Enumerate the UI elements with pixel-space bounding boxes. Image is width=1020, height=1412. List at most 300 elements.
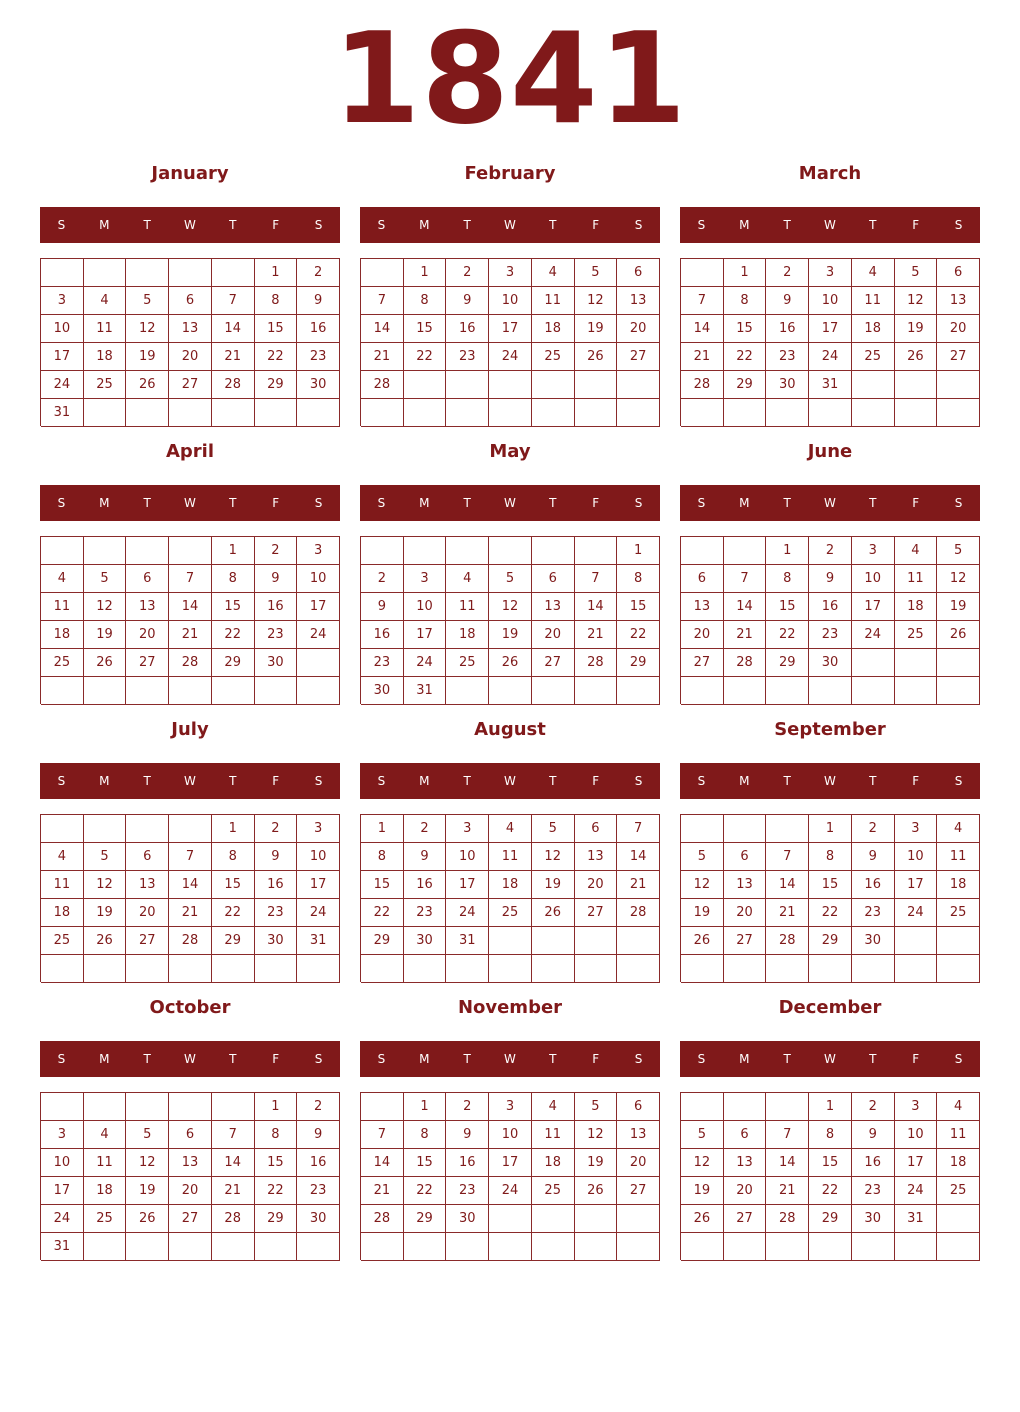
months-grid [40, 158, 980, 1260]
day-cell: 6 [126, 565, 169, 593]
day-cell: 3 [446, 815, 489, 843]
day-cell: 6 [724, 1121, 767, 1149]
empty-day-cell [297, 677, 340, 705]
weekday-header-row [680, 207, 980, 243]
day-cell: 26 [937, 621, 980, 649]
day-cell: 4 [84, 287, 127, 315]
empty-day-cell [84, 1093, 127, 1121]
day-cell: 8 [809, 1121, 852, 1149]
day-cell: 1 [404, 1093, 447, 1121]
day-cell: 19 [681, 899, 724, 927]
day-cell: 6 [681, 565, 724, 593]
day-cell: 13 [617, 287, 660, 315]
day-cell: 19 [895, 315, 938, 343]
day-cell: 3 [852, 537, 895, 565]
empty-day-cell [489, 399, 532, 427]
weekday-label: S [697, 496, 706, 510]
day-cell: 24 [41, 1205, 84, 1233]
day-cell: 14 [724, 593, 767, 621]
day-cell: 29 [212, 649, 255, 677]
day-cell: 9 [852, 1121, 895, 1149]
day-cell: 1 [809, 1093, 852, 1121]
day-cell: 4 [489, 815, 532, 843]
day-cell: 10 [297, 843, 340, 871]
day-cell: 2 [297, 1093, 340, 1121]
day-cell: 12 [126, 315, 169, 343]
empty-day-cell [895, 399, 938, 427]
day-cell: 9 [809, 565, 852, 593]
empty-day-cell [297, 649, 340, 677]
day-cell: 6 [617, 259, 660, 287]
weekday-label: M [99, 1052, 110, 1066]
day-cell: 4 [852, 259, 895, 287]
day-cell: 12 [532, 843, 575, 871]
weekday-header-row [680, 763, 980, 799]
day-cell: 8 [361, 843, 404, 871]
day-cell: 31 [297, 927, 340, 955]
day-cell: 21 [361, 343, 404, 371]
day-cell: 30 [404, 927, 447, 955]
day-cell: 31 [41, 1233, 84, 1261]
weekday-label: F [912, 496, 920, 510]
day-cell: 11 [41, 593, 84, 621]
day-cell: 22 [361, 899, 404, 927]
day-cell: 5 [575, 1093, 618, 1121]
day-cell: 10 [489, 287, 532, 315]
empty-day-cell [617, 1205, 660, 1233]
day-cell: 14 [575, 593, 618, 621]
day-cell: 17 [895, 871, 938, 899]
weekday-label: S [314, 496, 323, 510]
empty-day-cell [681, 1233, 724, 1261]
day-cell: 29 [766, 649, 809, 677]
day-cell: 4 [895, 537, 938, 565]
day-cell: 29 [724, 371, 767, 399]
day-cell: 23 [297, 1177, 340, 1205]
day-cell: 18 [41, 899, 84, 927]
weekday-label: S [634, 774, 643, 788]
day-cell: 10 [895, 1121, 938, 1149]
day-cell: 3 [297, 537, 340, 565]
empty-day-cell [361, 259, 404, 287]
day-cell: 25 [937, 899, 980, 927]
day-cell: 15 [404, 315, 447, 343]
day-cell: 13 [724, 1149, 767, 1177]
day-cell: 19 [126, 343, 169, 371]
day-cell: 28 [361, 371, 404, 399]
day-cell: 3 [297, 815, 340, 843]
day-cell: 22 [766, 621, 809, 649]
empty-day-cell [212, 677, 255, 705]
weekday-label: S [57, 774, 66, 788]
day-grid [680, 258, 980, 426]
day-cell: 21 [766, 899, 809, 927]
empty-day-cell [404, 399, 447, 427]
day-cell: 18 [852, 315, 895, 343]
empty-day-cell [532, 1233, 575, 1261]
day-cell: 11 [41, 871, 84, 899]
day-cell: 29 [212, 927, 255, 955]
day-cell: 20 [126, 899, 169, 927]
day-cell: 13 [617, 1121, 660, 1149]
empty-day-cell [724, 537, 767, 565]
day-cell: 4 [84, 1121, 127, 1149]
empty-day-cell [126, 399, 169, 427]
day-cell: 2 [297, 259, 340, 287]
day-cell: 11 [937, 1121, 980, 1149]
weekday-label: M [99, 218, 110, 232]
weekday-header-row [40, 763, 340, 799]
weekday-label: W [504, 218, 516, 232]
empty-day-cell [404, 537, 447, 565]
day-cell: 7 [212, 287, 255, 315]
day-cell: 14 [169, 871, 212, 899]
day-cell: 24 [489, 1177, 532, 1205]
day-cell: 29 [617, 649, 660, 677]
day-cell: 12 [895, 287, 938, 315]
day-cell: 22 [404, 1177, 447, 1205]
day-cell: 20 [724, 899, 767, 927]
empty-day-cell [617, 399, 660, 427]
day-cell: 11 [84, 1149, 127, 1177]
day-cell: 25 [84, 371, 127, 399]
day-cell: 15 [724, 315, 767, 343]
month-september [680, 714, 980, 982]
day-cell: 12 [489, 593, 532, 621]
day-cell: 19 [126, 1177, 169, 1205]
empty-day-cell [575, 1205, 618, 1233]
weekday-label: T [783, 774, 791, 788]
day-cell: 25 [446, 649, 489, 677]
weekday-header-row [360, 485, 660, 521]
empty-day-cell [489, 955, 532, 983]
day-cell: 3 [895, 1093, 938, 1121]
empty-day-cell [212, 1233, 255, 1261]
empty-day-cell [681, 259, 724, 287]
day-cell: 11 [446, 593, 489, 621]
weekday-header-row [40, 485, 340, 521]
day-cell: 24 [297, 899, 340, 927]
day-cell: 11 [895, 565, 938, 593]
month-july [40, 714, 340, 982]
day-cell: 6 [126, 843, 169, 871]
day-cell: 27 [126, 649, 169, 677]
day-grid [680, 814, 980, 982]
day-cell: 23 [297, 343, 340, 371]
day-cell: 25 [41, 927, 84, 955]
day-cell: 27 [724, 927, 767, 955]
day-cell: 26 [489, 649, 532, 677]
day-cell: 30 [852, 1205, 895, 1233]
day-cell: 25 [532, 1177, 575, 1205]
day-cell: 28 [766, 1205, 809, 1233]
day-cell: 2 [766, 259, 809, 287]
day-cell: 26 [84, 927, 127, 955]
empty-day-cell [169, 677, 212, 705]
day-cell: 20 [169, 343, 212, 371]
day-cell: 17 [404, 621, 447, 649]
day-cell: 24 [895, 1177, 938, 1205]
day-cell: 9 [297, 287, 340, 315]
weekday-header-row [680, 1041, 980, 1077]
day-cell: 2 [852, 815, 895, 843]
day-cell: 30 [766, 371, 809, 399]
empty-day-cell [126, 259, 169, 287]
day-cell: 2 [809, 537, 852, 565]
day-cell: 25 [41, 649, 84, 677]
day-cell: 8 [766, 565, 809, 593]
empty-day-cell [169, 1093, 212, 1121]
day-cell: 12 [84, 593, 127, 621]
empty-day-cell [575, 399, 618, 427]
empty-day-cell [575, 927, 618, 955]
day-cell: 14 [681, 315, 724, 343]
day-cell: 4 [446, 565, 489, 593]
empty-day-cell [84, 1233, 127, 1261]
day-cell: 24 [489, 343, 532, 371]
empty-day-cell [169, 259, 212, 287]
day-cell: 27 [617, 343, 660, 371]
weekday-label: S [634, 218, 643, 232]
day-cell: 28 [766, 927, 809, 955]
day-cell: 16 [255, 871, 298, 899]
empty-day-cell [255, 399, 298, 427]
weekday-label: F [912, 218, 920, 232]
day-cell: 9 [255, 843, 298, 871]
empty-day-cell [852, 399, 895, 427]
day-cell: 29 [255, 371, 298, 399]
day-cell: 2 [852, 1093, 895, 1121]
day-cell: 13 [126, 593, 169, 621]
day-cell: 9 [446, 1121, 489, 1149]
day-cell: 15 [766, 593, 809, 621]
weekday-label: T [549, 218, 557, 232]
day-cell: 31 [446, 927, 489, 955]
day-cell: 28 [724, 649, 767, 677]
day-cell: 15 [404, 1149, 447, 1177]
day-cell: 23 [255, 621, 298, 649]
day-cell: 15 [809, 1149, 852, 1177]
empty-day-cell [766, 1093, 809, 1121]
weekday-label: T [549, 496, 557, 510]
month-april [40, 436, 340, 704]
day-cell: 25 [84, 1205, 127, 1233]
day-cell: 8 [255, 287, 298, 315]
empty-day-cell [169, 955, 212, 983]
day-cell: 19 [84, 621, 127, 649]
weekday-label: F [592, 774, 600, 788]
day-cell: 7 [169, 843, 212, 871]
empty-day-cell [255, 1233, 298, 1261]
day-cell: 21 [681, 343, 724, 371]
empty-day-cell [681, 815, 724, 843]
day-grid [40, 1092, 340, 1260]
weekday-label: W [504, 774, 516, 788]
day-cell: 18 [532, 1149, 575, 1177]
weekday-header-row [360, 207, 660, 243]
day-cell: 14 [766, 1149, 809, 1177]
empty-day-cell [41, 537, 84, 565]
day-cell: 9 [297, 1121, 340, 1149]
day-cell: 17 [446, 871, 489, 899]
empty-day-cell [937, 955, 980, 983]
empty-day-cell [809, 1233, 852, 1261]
day-cell: 3 [489, 259, 532, 287]
weekday-label: S [697, 218, 706, 232]
day-cell: 6 [617, 1093, 660, 1121]
empty-day-cell [361, 537, 404, 565]
day-cell: 12 [84, 871, 127, 899]
day-cell: 5 [681, 1121, 724, 1149]
day-cell: 1 [809, 815, 852, 843]
day-cell: 1 [212, 815, 255, 843]
empty-day-cell [532, 371, 575, 399]
empty-day-cell [255, 677, 298, 705]
empty-day-cell [255, 955, 298, 983]
day-cell: 20 [681, 621, 724, 649]
empty-day-cell [617, 371, 660, 399]
day-cell: 1 [617, 537, 660, 565]
weekday-label: W [184, 496, 196, 510]
empty-day-cell [724, 399, 767, 427]
empty-day-cell [212, 259, 255, 287]
weekday-label: T [143, 496, 151, 510]
day-cell: 6 [724, 843, 767, 871]
empty-day-cell [895, 955, 938, 983]
empty-day-cell [809, 955, 852, 983]
day-cell: 6 [169, 1121, 212, 1149]
day-cell: 8 [212, 565, 255, 593]
day-cell: 24 [852, 621, 895, 649]
weekday-label: F [272, 496, 280, 510]
day-cell: 23 [809, 621, 852, 649]
weekday-label: M [99, 496, 110, 510]
day-cell: 24 [895, 899, 938, 927]
empty-day-cell [532, 955, 575, 983]
day-cell: 17 [489, 315, 532, 343]
day-cell: 14 [169, 593, 212, 621]
day-cell: 27 [617, 1177, 660, 1205]
day-cell: 29 [809, 1205, 852, 1233]
weekday-label: T [229, 1052, 237, 1066]
weekday-label: F [592, 1052, 600, 1066]
day-cell: 18 [895, 593, 938, 621]
day-cell: 15 [212, 593, 255, 621]
empty-day-cell [489, 677, 532, 705]
empty-day-cell [532, 1205, 575, 1233]
empty-day-cell [895, 649, 938, 677]
empty-day-cell [937, 677, 980, 705]
day-cell: 26 [575, 1177, 618, 1205]
weekday-label: S [634, 1052, 643, 1066]
day-cell: 6 [532, 565, 575, 593]
weekday-label: W [184, 774, 196, 788]
month-august [360, 714, 660, 982]
weekday-label: S [57, 218, 66, 232]
day-cell: 22 [809, 899, 852, 927]
weekday-label: T [229, 496, 237, 510]
day-cell: 17 [852, 593, 895, 621]
day-grid [680, 536, 980, 704]
month-name: March [798, 163, 862, 184]
day-cell: 19 [84, 899, 127, 927]
day-cell: 27 [575, 899, 618, 927]
empty-day-cell [361, 399, 404, 427]
day-cell: 1 [766, 537, 809, 565]
weekday-label: F [592, 218, 600, 232]
day-cell: 8 [255, 1121, 298, 1149]
empty-day-cell [895, 677, 938, 705]
weekday-label: S [697, 774, 706, 788]
empty-day-cell [446, 537, 489, 565]
weekday-label: F [592, 496, 600, 510]
day-cell: 19 [575, 315, 618, 343]
day-cell: 20 [532, 621, 575, 649]
day-cell: 15 [255, 1149, 298, 1177]
day-cell: 14 [617, 843, 660, 871]
weekday-label: W [824, 218, 836, 232]
weekday-header-row [680, 485, 980, 521]
weekday-label: S [954, 218, 963, 232]
day-cell: 21 [169, 899, 212, 927]
day-cell: 21 [361, 1177, 404, 1205]
empty-day-cell [809, 677, 852, 705]
empty-day-cell [724, 1233, 767, 1261]
weekday-label: S [314, 1052, 323, 1066]
empty-day-cell [809, 399, 852, 427]
day-cell: 15 [212, 871, 255, 899]
day-cell: 7 [766, 1121, 809, 1149]
day-cell: 7 [169, 565, 212, 593]
day-cell: 2 [404, 815, 447, 843]
day-cell: 17 [297, 871, 340, 899]
weekday-label: S [697, 1052, 706, 1066]
day-cell: 27 [724, 1205, 767, 1233]
day-cell: 22 [212, 899, 255, 927]
weekday-label: T [869, 496, 877, 510]
day-cell: 4 [937, 1093, 980, 1121]
empty-day-cell [446, 371, 489, 399]
day-cell: 3 [809, 259, 852, 287]
day-cell: 19 [532, 871, 575, 899]
empty-day-cell [361, 1233, 404, 1261]
weekday-label: M [739, 774, 750, 788]
weekday-label: M [419, 774, 430, 788]
day-cell: 8 [404, 287, 447, 315]
month-december [680, 992, 980, 1260]
day-cell: 21 [169, 621, 212, 649]
weekday-label: T [783, 496, 791, 510]
day-cell: 20 [617, 315, 660, 343]
empty-day-cell [84, 399, 127, 427]
day-cell: 2 [255, 537, 298, 565]
day-cell: 7 [766, 843, 809, 871]
day-cell: 18 [937, 871, 980, 899]
empty-day-cell [937, 399, 980, 427]
day-cell: 26 [681, 927, 724, 955]
day-cell: 10 [852, 565, 895, 593]
empty-day-cell [617, 677, 660, 705]
empty-day-cell [212, 1093, 255, 1121]
weekday-label: T [869, 218, 877, 232]
empty-day-cell [404, 371, 447, 399]
day-grid [40, 536, 340, 704]
day-cell: 3 [895, 815, 938, 843]
weekday-label: F [272, 774, 280, 788]
empty-day-cell [489, 371, 532, 399]
day-cell: 19 [489, 621, 532, 649]
empty-day-cell [126, 677, 169, 705]
